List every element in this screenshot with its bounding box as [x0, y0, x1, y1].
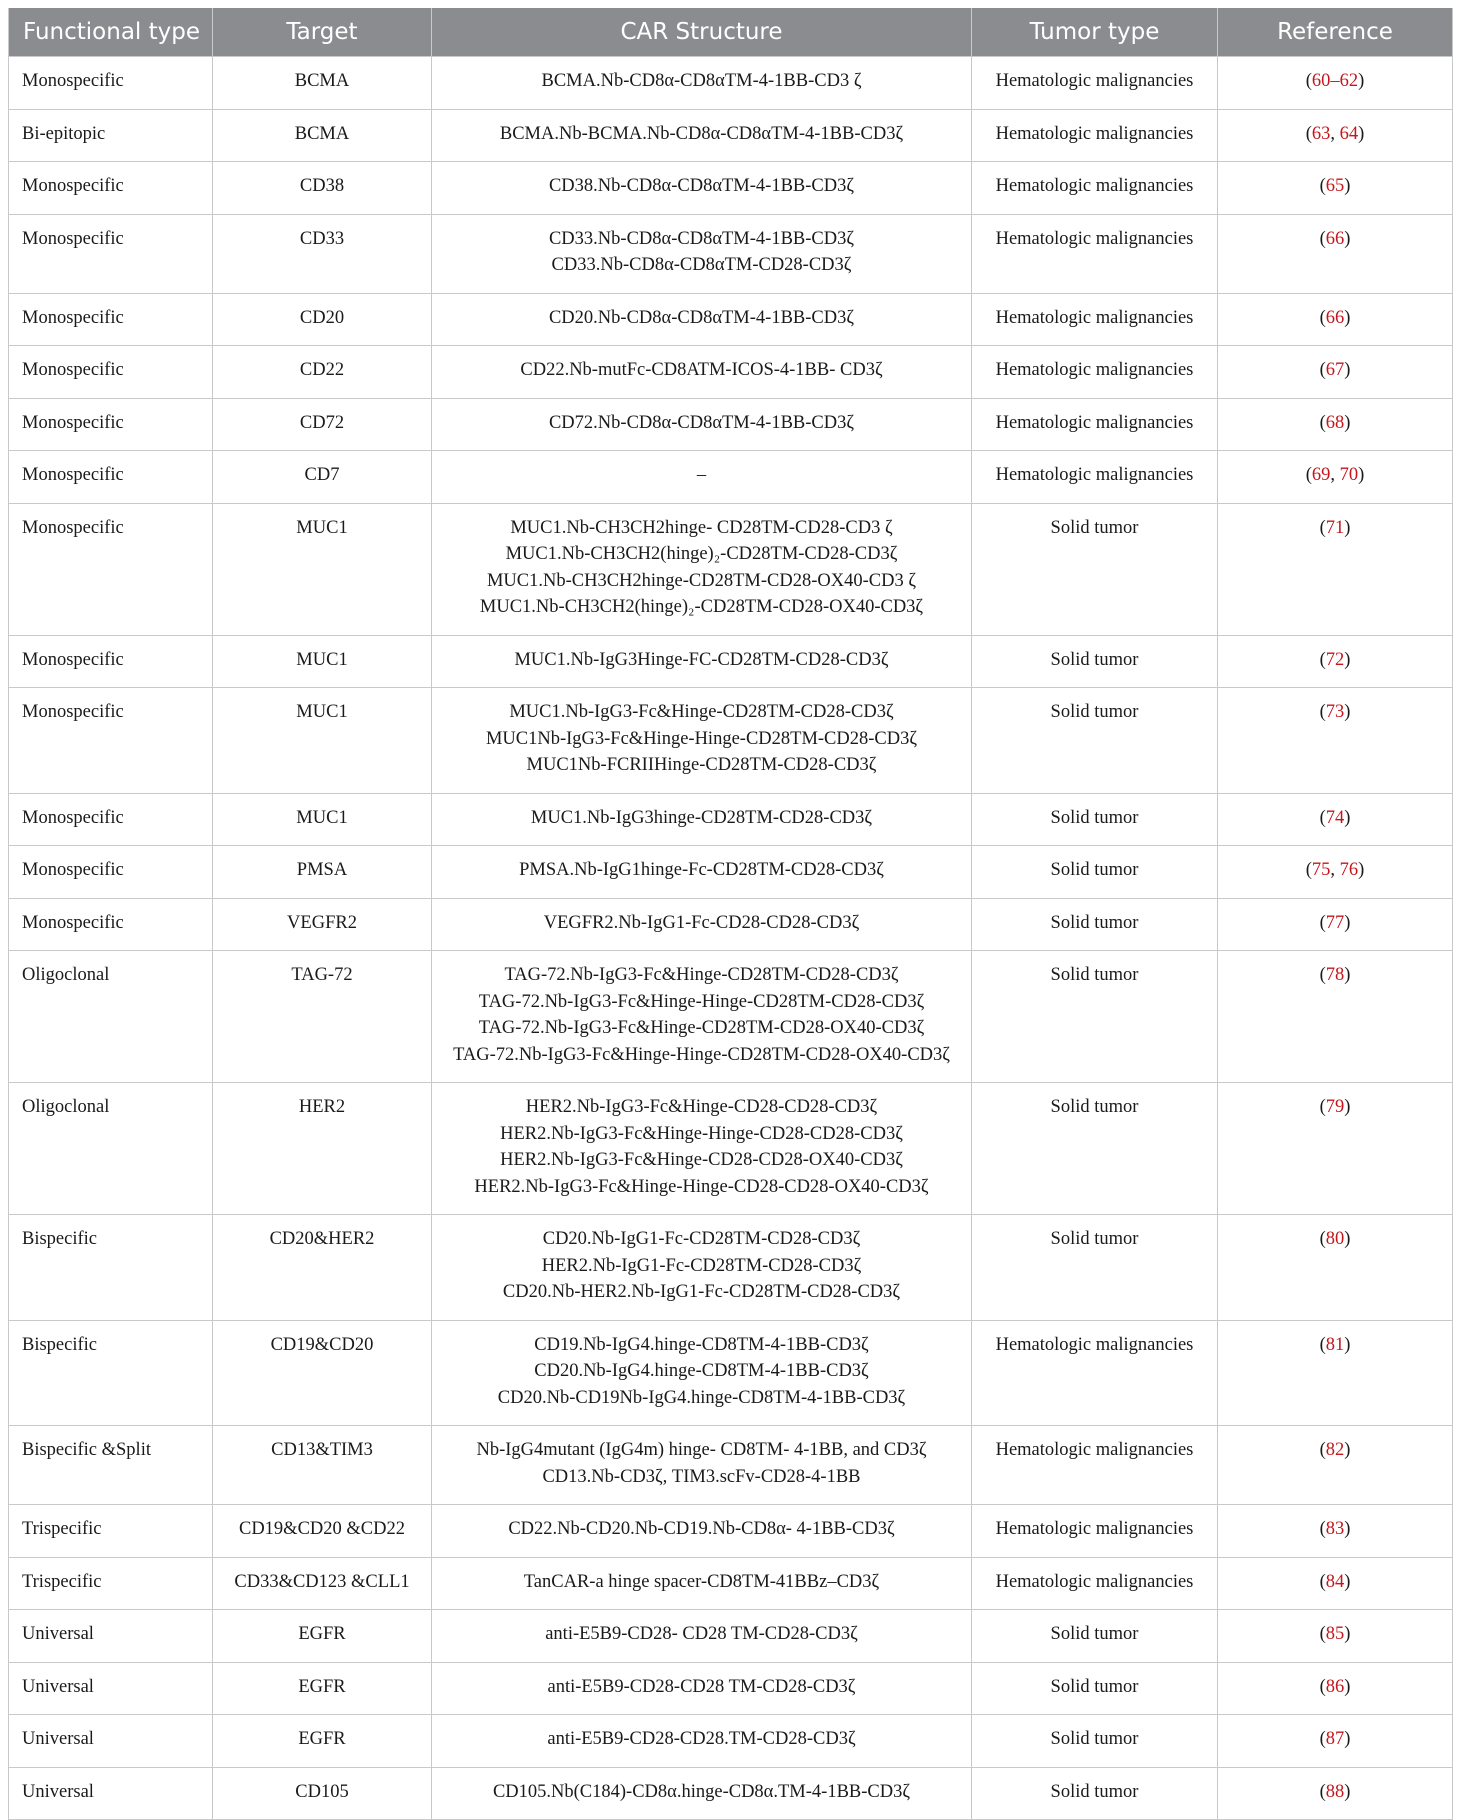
car-structure-line: BCMA.Nb-BCMA.Nb-CD8α-CD8αTM-4-1BB-CD3ζ	[499, 123, 904, 144]
reference-punctuation: )	[1344, 1334, 1351, 1355]
reference-punctuation: )	[1344, 1571, 1351, 1592]
reference-punctuation: (	[1319, 1624, 1326, 1644]
tumor-type-cell: Solid tumor	[972, 503, 1218, 635]
functional-type-cell: Monospecific	[9, 503, 213, 635]
car-structure-cell	[432, 1767, 972, 1820]
car-structure-line: CD105.Nb(C184)-CD8α.hinge-CD8α.TM-4-1BB-CD3ζ	[492, 1781, 911, 1802]
reference-cell	[1218, 451, 1453, 504]
reference-link[interactable]: 67	[1325, 360, 1345, 380]
target-cell: CD72	[213, 398, 432, 451]
functional-type-cell: Oligoclonal	[9, 1083, 213, 1215]
reference-cell	[1218, 214, 1453, 293]
car-structure-cell	[432, 1426, 972, 1505]
table-row	[9, 951, 1453, 1083]
car-structure-line: MUC1.Nb-CH3CH2(hinge)₂-CD28TM-CD28-OX40-CD3ζ	[479, 597, 924, 617]
table-row	[9, 1083, 1453, 1215]
functional-type-cell: Monospecific	[9, 898, 213, 951]
table-row	[9, 162, 1453, 215]
target-cell: CD20&HER2	[213, 1215, 432, 1321]
car-structures-table	[8, 8, 1453, 1820]
car-structure-line: CD20.Nb-CD19Nb-IgG4.hinge-CD8TM-4-1BB-CD3ζ	[497, 1387, 906, 1408]
tumor-type-cell: Solid tumor	[972, 1610, 1218, 1663]
reference-punctuation: (	[1319, 1781, 1326, 1802]
car-structure-cell	[432, 1083, 972, 1215]
reference-punctuation: )	[1344, 807, 1351, 828]
reference-cell	[1218, 793, 1453, 846]
target-cell: CD38	[213, 162, 432, 215]
car-structure-cell	[432, 162, 972, 215]
reference-punctuation: )	[1358, 123, 1365, 144]
reference-punctuation: )	[1344, 965, 1351, 985]
tumor-type-cell: Hematologic malignancies	[972, 57, 1218, 110]
car-structure-cell	[432, 1215, 972, 1321]
table-row	[9, 293, 1453, 346]
car-structure-cell	[432, 688, 972, 794]
functional-type-cell: Monospecific	[9, 688, 213, 794]
reference-punctuation: ,	[1330, 860, 1340, 880]
target-cell: BCMA	[213, 57, 432, 110]
car-structure-cell	[432, 293, 972, 346]
car-structure-line: MUC1.Nb-CH3CH2(hinge)₂-CD28TM-CD28-CD3ζ	[505, 544, 898, 564]
reference-punctuation: (	[1319, 176, 1326, 196]
reference-punctuation: )	[1344, 1229, 1351, 1249]
tumor-type-cell: Solid tumor	[972, 688, 1218, 794]
car-structure-cell	[432, 503, 972, 635]
reference-punctuation: (	[1319, 912, 1326, 933]
functional-type-cell: Bispecific &Split	[9, 1426, 213, 1505]
reference-cell	[1218, 1426, 1453, 1505]
functional-type-cell: Oligoclonal	[9, 951, 213, 1083]
car-structure-cell	[432, 57, 972, 110]
reference-punctuation: )	[1344, 912, 1351, 933]
car-structure-line: CD38.Nb-CD8α-CD8αTM-4-1BB-CD3ζ	[548, 176, 855, 196]
car-structure-line: PMSA.Nb-IgG1hinge-Fc-CD28TM-CD28-CD3ζ	[519, 860, 884, 880]
tumor-type-cell: Hematologic malignancies	[972, 1426, 1218, 1505]
car-structure-line: CD20.Nb-IgG1-Fc-CD28TM-CD28-CD3ζ	[542, 1229, 861, 1249]
target-cell: MUC1	[213, 635, 432, 688]
table-container	[8, 8, 1452, 1820]
tumor-type-cell: Hematologic malignancies	[972, 214, 1218, 293]
reference-link[interactable]: 69	[1311, 465, 1331, 485]
reference-punctuation: )	[1358, 71, 1365, 91]
car-structure-line: CD20.Nb-HER2.Nb-IgG1-Fc-CD28TM-CD28-CD3ζ	[502, 1282, 901, 1302]
reference-link[interactable]: 64	[1339, 123, 1359, 144]
tumor-type-cell: Hematologic malignancies	[972, 1505, 1218, 1558]
reference-link[interactable]: 83	[1325, 1519, 1345, 1539]
functional-type-cell: Bispecific	[9, 1320, 213, 1426]
reference-punctuation: ,	[1330, 465, 1340, 485]
car-structure-cell	[432, 214, 972, 293]
reference-link[interactable]: 70	[1339, 465, 1359, 485]
car-structure-line: CD72.Nb-CD8α-CD8αTM-4-1BB-CD3ζ	[548, 412, 855, 433]
reference-punctuation: )	[1358, 860, 1365, 880]
reference-link[interactable]: 76	[1339, 860, 1359, 880]
reference-link[interactable]: 60–62	[1311, 71, 1359, 91]
reference-link[interactable]: 85	[1325, 1624, 1345, 1644]
reference-punctuation: (	[1319, 1676, 1326, 1697]
reference-punctuation: )	[1344, 1676, 1351, 1697]
car-structure-cell	[432, 793, 972, 846]
reference-punctuation: (	[1319, 228, 1326, 249]
tumor-type-cell: Solid tumor	[972, 846, 1218, 899]
reference-punctuation: )	[1344, 1519, 1351, 1539]
tumor-type-cell: Hematologic malignancies	[972, 1557, 1218, 1610]
reference-link[interactable]: 88	[1325, 1781, 1345, 1802]
tumor-type-cell: Solid tumor	[972, 951, 1218, 1083]
reference-punctuation: )	[1344, 1781, 1351, 1802]
table-header-row	[9, 8, 1453, 57]
reference-cell	[1218, 293, 1453, 346]
tumor-type-cell: Solid tumor	[972, 793, 1218, 846]
target-cell: PMSA	[213, 846, 432, 899]
reference-link[interactable]: 74	[1325, 807, 1345, 828]
reference-punctuation: (	[1319, 1571, 1326, 1592]
reference-cell	[1218, 346, 1453, 399]
tumor-type-cell: Hematologic malignancies	[972, 1320, 1218, 1426]
tumor-type-cell: Solid tumor	[972, 635, 1218, 688]
tumor-type-cell: Hematologic malignancies	[972, 346, 1218, 399]
car-structure-line: MUC1.Nb-IgG3-Fc&Hinge-CD28TM-CD28-CD3ζ	[509, 702, 894, 722]
functional-type-cell: Trispecific	[9, 1505, 213, 1558]
car-structure-line: CD22.Nb-mutFc-CD8ATM-ICOS-4-1BB- CD3ζ	[520, 360, 883, 380]
reference-punctuation: (	[1319, 702, 1326, 722]
target-cell: MUC1	[213, 688, 432, 794]
reference-punctuation: )	[1344, 228, 1351, 249]
reference-link[interactable]: 68	[1325, 412, 1345, 433]
target-cell: TAG-72	[213, 951, 432, 1083]
car-structure-cell	[432, 1505, 972, 1558]
table-row	[9, 214, 1453, 293]
header-functional-type: Functional type	[9, 8, 213, 57]
tumor-type-cell: Solid tumor	[972, 1767, 1218, 1820]
car-structure-cell	[432, 846, 972, 899]
reference-punctuation: (	[1319, 1440, 1326, 1460]
car-structure-line: CD33.Nb-CD8α-CD8αTM-CD28-CD3ζ	[551, 255, 852, 275]
target-cell: CD13&TIM3	[213, 1426, 432, 1505]
reference-cell	[1218, 635, 1453, 688]
functional-type-cell: Monospecific	[9, 293, 213, 346]
reference-punctuation: )	[1344, 176, 1351, 196]
car-structure-line: CD33.Nb-CD8α-CD8αTM-4-1BB-CD3ζ	[548, 228, 855, 249]
reference-punctuation: )	[1344, 702, 1351, 722]
reference-punctuation: (	[1319, 307, 1326, 328]
table-row	[9, 1505, 1453, 1558]
reference-punctuation: )	[1344, 307, 1351, 328]
reference-punctuation: )	[1344, 1729, 1351, 1749]
functional-type-cell: Universal	[9, 1767, 213, 1820]
functional-type-cell: Monospecific	[9, 635, 213, 688]
reference-punctuation: )	[1344, 649, 1351, 670]
table-row	[9, 898, 1453, 951]
functional-type-cell: Monospecific	[9, 793, 213, 846]
reference-link[interactable]: 66	[1325, 307, 1345, 328]
reference-cell	[1218, 898, 1453, 951]
functional-type-cell: Universal	[9, 1715, 213, 1768]
functional-type-cell: Monospecific	[9, 846, 213, 899]
car-structure-line: MUC1.Nb-IgG3Hinge-FC-CD28TM-CD28-CD3ζ	[514, 649, 889, 670]
functional-type-cell: Universal	[9, 1662, 213, 1715]
car-structure-cell	[432, 1557, 972, 1610]
reference-cell	[1218, 1662, 1453, 1715]
reference-cell	[1218, 951, 1453, 1083]
reference-link[interactable]: 84	[1325, 1571, 1345, 1592]
functional-type-cell: Monospecific	[9, 214, 213, 293]
car-structure-cell	[432, 398, 972, 451]
car-structure-line: anti-E5B9-CD28-CD28 TM-CD28-CD3ζ	[547, 1676, 856, 1697]
reference-link[interactable]: 72	[1325, 649, 1345, 670]
header-car-structure: CAR Structure	[432, 8, 972, 57]
target-cell: CD105	[213, 1767, 432, 1820]
car-structure-line: TAG-72.Nb-IgG3-Fc&Hinge-CD28TM-CD28-CD3ζ	[504, 965, 899, 985]
tumor-type-cell: Hematologic malignancies	[972, 293, 1218, 346]
reference-link[interactable]: 78	[1325, 965, 1345, 985]
header-target: Target	[213, 8, 432, 57]
tumor-type-cell: Hematologic malignancies	[972, 109, 1218, 162]
reference-cell	[1218, 503, 1453, 635]
car-structure-cell	[432, 1610, 972, 1663]
reference-punctuation: (	[1319, 649, 1326, 670]
table-body	[9, 57, 1453, 1820]
car-structure-line: HER2.Nb-IgG3-Fc&Hinge-CD28-CD28-CD3ζ	[525, 1097, 878, 1117]
reference-punctuation: )	[1344, 1624, 1351, 1644]
reference-punctuation: (	[1319, 360, 1326, 380]
reference-punctuation: (	[1319, 1729, 1326, 1749]
table-row	[9, 1715, 1453, 1768]
reference-punctuation: (	[1319, 1334, 1326, 1355]
reference-link[interactable]: 63	[1311, 123, 1331, 144]
car-structure-line: MUC1.Nb-IgG3hinge-CD28TM-CD28-CD3ζ	[530, 807, 873, 828]
table-row	[9, 688, 1453, 794]
car-structure-line: BCMA.Nb-CD8α-CD8αTM-4-1BB-CD3 ζ	[541, 71, 862, 91]
reference-link[interactable]: 81	[1325, 1334, 1345, 1355]
functional-type-cell: Universal	[9, 1610, 213, 1663]
car-structure-line: MUC1.Nb-CH3CH2hinge-CD28TM-CD28-OX40-CD3 ζ	[486, 570, 917, 591]
tumor-type-cell: Solid tumor	[972, 1662, 1218, 1715]
car-structure-line: TanCAR-a hinge spacer-CD8TM-41BBz–CD3ζ	[523, 1571, 880, 1592]
reference-cell	[1218, 1505, 1453, 1558]
car-structure-line: CD20.Nb-CD8α-CD8αTM-4-1BB-CD3ζ	[548, 307, 855, 328]
header-tumor-type: Tumor type	[972, 8, 1218, 57]
target-cell: EGFR	[213, 1715, 432, 1768]
car-structure-line: CD13.Nb-CD3ζ, TIM3.scFv-CD28-4-1BB	[542, 1466, 861, 1487]
reference-link[interactable]: 86	[1325, 1676, 1345, 1697]
reference-cell	[1218, 1320, 1453, 1426]
car-structure-line: anti-E5B9-CD28-CD28.TM-CD28-CD3ζ	[547, 1729, 856, 1749]
table-row	[9, 635, 1453, 688]
reference-cell	[1218, 1215, 1453, 1321]
tumor-type-cell: Solid tumor	[972, 1083, 1218, 1215]
reference-cell	[1218, 1083, 1453, 1215]
target-cell: CD33	[213, 214, 432, 293]
table-row	[9, 346, 1453, 399]
table-row	[9, 503, 1453, 635]
target-cell: CD22	[213, 346, 432, 399]
car-structure-cell	[432, 1715, 972, 1768]
target-cell: CD33&CD123 &CLL1	[213, 1557, 432, 1610]
reference-cell	[1218, 57, 1453, 110]
car-structure-line: Nb-IgG4mutant (IgG4m) hinge- CD8TM- 4-1BB, and CD3ζ	[476, 1440, 927, 1460]
reference-cell	[1218, 1610, 1453, 1663]
table-row	[9, 398, 1453, 451]
table-row	[9, 846, 1453, 899]
reference-link[interactable]: 75	[1311, 860, 1331, 880]
functional-type-cell: Monospecific	[9, 162, 213, 215]
car-structure-cell	[432, 1320, 972, 1426]
reference-link[interactable]: 66	[1325, 228, 1345, 249]
car-structure-line: CD22.Nb-CD20.Nb-CD19.Nb-CD8α- 4-1BB-CD3ζ	[508, 1519, 895, 1539]
car-structure-cell	[432, 346, 972, 399]
reference-link[interactable]: 77	[1325, 912, 1345, 933]
table-row	[9, 1426, 1453, 1505]
tumor-type-cell: Solid tumor	[972, 1215, 1218, 1321]
target-cell: MUC1	[213, 793, 432, 846]
reference-punctuation: (	[1319, 412, 1326, 433]
car-structure-line: TAG-72.Nb-IgG3-Fc&Hinge-Hinge-CD28TM-CD28-CD3ζ	[478, 991, 925, 1012]
target-cell: MUC1	[213, 503, 432, 635]
reference-punctuation: (	[1305, 123, 1312, 144]
functional-type-cell: Trispecific	[9, 1557, 213, 1610]
tumor-type-cell: Hematologic malignancies	[972, 451, 1218, 504]
table-row	[9, 1767, 1453, 1820]
tumor-type-cell: Hematologic malignancies	[972, 162, 1218, 215]
reference-cell	[1218, 688, 1453, 794]
target-cell: CD19&CD20	[213, 1320, 432, 1426]
table-row	[9, 1610, 1453, 1663]
target-cell: CD7	[213, 451, 432, 504]
car-structure-cell	[432, 951, 972, 1083]
reference-punctuation: )	[1358, 465, 1365, 485]
car-structure-cell	[432, 451, 972, 504]
reference-punctuation: )	[1344, 360, 1351, 380]
target-cell: VEGFR2	[213, 898, 432, 951]
reference-punctuation: (	[1319, 965, 1326, 985]
table-row	[9, 1215, 1453, 1321]
reference-punctuation: (	[1305, 860, 1312, 880]
reference-cell	[1218, 846, 1453, 899]
functional-type-cell: Monospecific	[9, 451, 213, 504]
reference-punctuation: (	[1305, 465, 1312, 485]
car-structure-line: HER2.Nb-IgG3-Fc&Hinge-CD28-CD28-OX40-CD3ζ	[500, 1150, 903, 1170]
reference-link[interactable]: 80	[1325, 1229, 1345, 1249]
car-structure-line: MUC1Nb-FCRIIHinge-CD28TM-CD28-CD3ζ	[526, 755, 877, 775]
functional-type-cell: Bispecific	[9, 1215, 213, 1321]
car-structure-line: HER2.Nb-IgG3-Fc&Hinge-Hinge-CD28-CD28-CD3ζ	[500, 1123, 903, 1144]
functional-type-cell: Monospecific	[9, 398, 213, 451]
target-cell: CD20	[213, 293, 432, 346]
functional-type-cell: Monospecific	[9, 346, 213, 399]
reference-link[interactable]: 65	[1325, 176, 1345, 196]
table-row	[9, 57, 1453, 110]
car-structure-line: anti-E5B9-CD28- CD28 TM-CD28-CD3ζ	[545, 1624, 858, 1644]
reference-link[interactable]: 82	[1325, 1440, 1345, 1460]
car-structure-line: HER2.Nb-IgG3-Fc&Hinge-Hinge-CD28-CD28-OX40-CD3ζ	[474, 1176, 929, 1197]
car-structure-line: MUC1.Nb-CH3CH2hinge- CD28TM-CD28-CD3 ζ	[510, 517, 893, 538]
reference-cell	[1218, 1715, 1453, 1768]
table-row	[9, 1320, 1453, 1426]
reference-cell	[1218, 1557, 1453, 1610]
reference-link[interactable]: 79	[1325, 1097, 1345, 1117]
car-structure-line: –	[696, 465, 707, 485]
reference-punctuation: )	[1344, 412, 1351, 433]
reference-cell	[1218, 162, 1453, 215]
car-structure-cell	[432, 109, 972, 162]
car-structure-cell	[432, 635, 972, 688]
car-structure-line: MUC1Nb-IgG3-Fc&Hinge-Hinge-CD28TM-CD28-CD3ζ	[485, 728, 918, 749]
functional-type-cell: Bi-epitopic	[9, 109, 213, 162]
car-structure-cell	[432, 1662, 972, 1715]
reference-cell	[1218, 398, 1453, 451]
tumor-type-cell: Solid tumor	[972, 898, 1218, 951]
car-structure-cell	[432, 898, 972, 951]
tumor-type-cell: Hematologic malignancies	[972, 398, 1218, 451]
target-cell: EGFR	[213, 1662, 432, 1715]
table-row	[9, 1662, 1453, 1715]
table-row	[9, 1557, 1453, 1610]
reference-punctuation: (	[1319, 1519, 1326, 1539]
car-structure-line: CD20.Nb-IgG4.hinge-CD8TM-4-1BB-CD3ζ	[534, 1361, 869, 1381]
tumor-type-cell: Solid tumor	[972, 1715, 1218, 1768]
functional-type-cell: Monospecific	[9, 57, 213, 110]
car-structure-line: CD19.Nb-IgG4.hinge-CD8TM-4-1BB-CD3ζ	[534, 1334, 869, 1355]
reference-cell	[1218, 109, 1453, 162]
reference-link[interactable]: 73	[1325, 702, 1345, 722]
table-row	[9, 109, 1453, 162]
reference-punctuation: (	[1319, 517, 1326, 538]
target-cell: EGFR	[213, 1610, 432, 1663]
table-row	[9, 451, 1453, 504]
car-structure-line: TAG-72.Nb-IgG3-Fc&Hinge-Hinge-CD28TM-CD28-OX40-CD3ζ	[453, 1044, 950, 1065]
reference-link[interactable]: 71	[1325, 517, 1345, 538]
reference-cell	[1218, 1767, 1453, 1820]
table-row	[9, 793, 1453, 846]
reference-link[interactable]: 87	[1325, 1729, 1345, 1749]
reference-punctuation: (	[1305, 71, 1312, 91]
target-cell: HER2	[213, 1083, 432, 1215]
car-structure-line: HER2.Nb-IgG1-Fc-CD28TM-CD28-CD3ζ	[541, 1255, 862, 1276]
car-structure-line: VEGFR2.Nb-IgG1-Fc-CD28-CD28-CD3ζ	[543, 912, 860, 933]
car-structure-line: TAG-72.Nb-IgG3-Fc&Hinge-CD28TM-CD28-OX40-CD3ζ	[478, 1018, 925, 1038]
target-cell: CD19&CD20 &CD22	[213, 1505, 432, 1558]
reference-punctuation: )	[1344, 517, 1351, 538]
reference-punctuation: (	[1319, 807, 1326, 828]
reference-punctuation: )	[1344, 1440, 1351, 1460]
target-cell: BCMA	[213, 109, 432, 162]
header-reference: Reference	[1218, 8, 1453, 57]
reference-punctuation: ,	[1330, 123, 1340, 144]
reference-punctuation: )	[1344, 1097, 1351, 1117]
reference-punctuation: (	[1319, 1097, 1326, 1117]
reference-punctuation: (	[1319, 1229, 1326, 1249]
